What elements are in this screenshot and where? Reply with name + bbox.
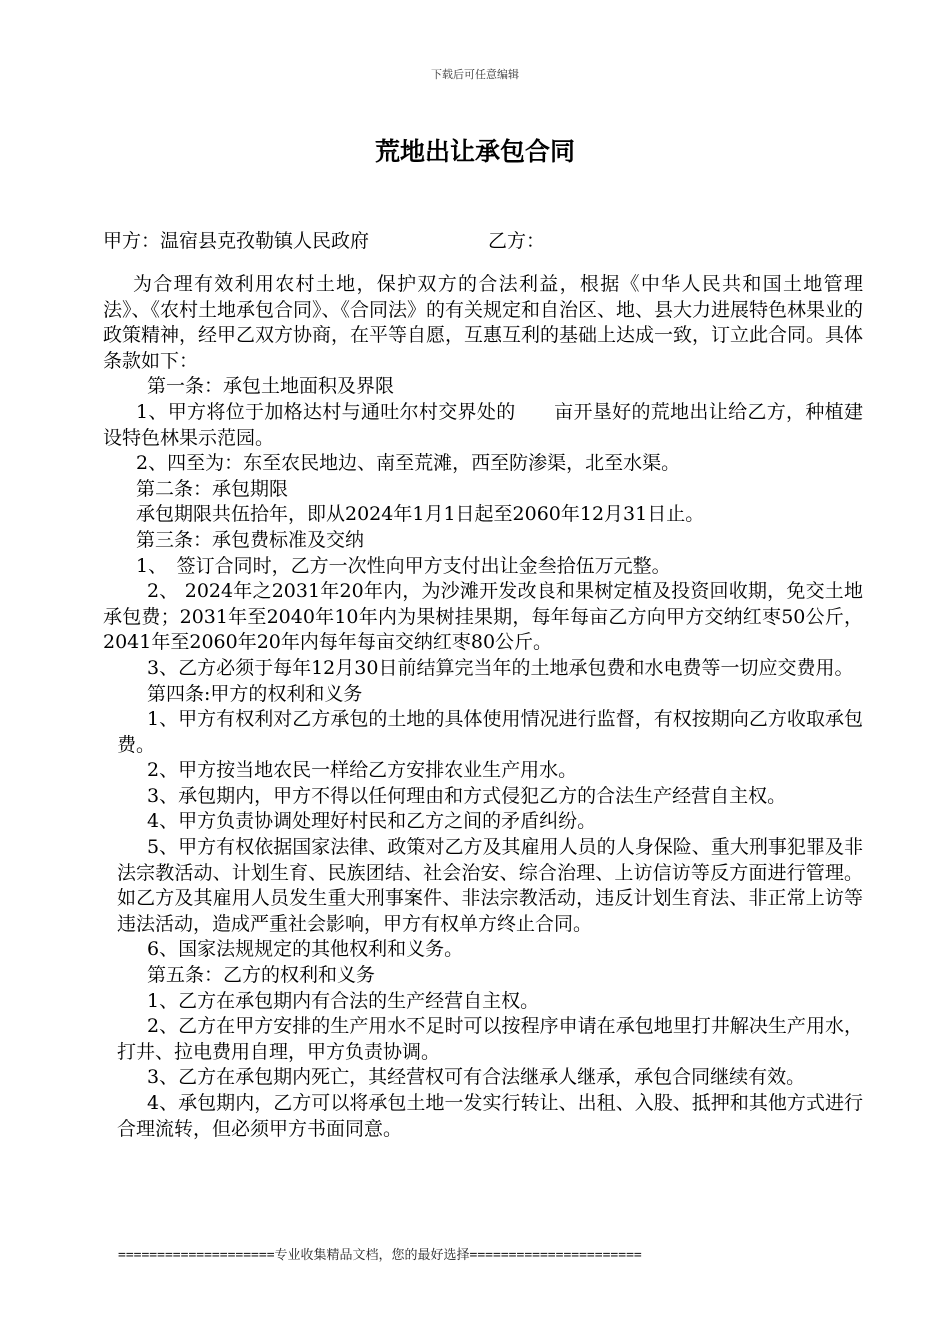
article-1-title: 第一条：承包土地面积及界限 bbox=[147, 375, 395, 398]
article-1-clause-2: 2、四至为：东至农民地边、南至荒滩，西至防渗渠，北至水渠。 bbox=[136, 452, 681, 475]
article-4-clause-2: 2、甲方按当地农民一样给乙方安排农业生产用水。 bbox=[147, 759, 578, 782]
article-3-clause-1: 1、 签订合同时，乙方一次性向甲方支付出让金叁拾伍万元整。 bbox=[136, 554, 671, 577]
footer-banner: ====================专业收集精品文档，您的最好选择====================== bbox=[118, 1248, 642, 1263]
article-4-clause-3: 3、承包期内，甲方不得以任何理由和方式侵犯乙方的合法生产经营自主权。 bbox=[147, 784, 787, 807]
article-4-clause-4: 4、甲方负责协调处理好村民和乙方之间的矛盾纠纷。 bbox=[147, 810, 597, 833]
article-3-clause-3: 3、乙方必须于每年12月30日前结算完当年的土地承包费和水电费等一切应交费用。 bbox=[147, 656, 854, 679]
intro-paragraph: 为合理有效利用农村土地，保护双方的合法利益，根据《中华人民共和国土地管理法》、《农村土地承包合同》、《合同法》的有关规定和自治区、地、县大力进展特色林果业的政策精神，经甲乙双方协商，在平等自愿，互惠互利的基础上达成一致，订立此合同。具体条款如下： bbox=[103, 273, 864, 372]
contract-body bbox=[103, 272, 863, 1142]
article-5-clause-2: 2、乙方在甲方安排的生产用水不足时可以按程序申请在承包地里打井解决生产用水，打井、拉电费用自理，甲方负责协调。 bbox=[117, 1015, 863, 1063]
header-note: 下载后可任意编辑 bbox=[431, 68, 519, 81]
article-5-clause-4: 4、承包期内，乙方可以将承包土地一发实行转让、出租、入股、抵押和其他方式进行合理流转，但必须甲方书面同意。 bbox=[117, 1092, 863, 1140]
article-5-clause-3: 3、乙方在承包期内死亡，其经营权可有合法继承人继承，承包合同继续有效。 bbox=[147, 1066, 806, 1089]
article-3-title: 第三条：承包费标准及交纳 bbox=[136, 528, 365, 551]
article-2-title: 第二条：承包期限 bbox=[136, 477, 289, 500]
party-b: 乙方： bbox=[488, 230, 546, 252]
article-4-clause-6: 6、国家法规规定的其他权利和义务。 bbox=[147, 938, 464, 961]
document-title: 荒地出让承包合同 bbox=[374, 137, 575, 166]
article-5-title: 第五条：乙方的权利和义务 bbox=[147, 964, 376, 987]
party-a: 甲方：温宿县克孜勒镇人民政府 bbox=[103, 230, 370, 252]
article-4-title: 第四条:甲方的权利和义务 bbox=[147, 682, 363, 705]
article-4-clause-5: 5、甲方有权依据国家法律、政策对乙方及其雇用人员的人身保险、重大刑事犯罪及非法宗教活动、计划生育、民族团结、社会治安、综合治理、上访信访等反方面进行管理。如乙方及其雇用人员发生重大刑事案件、非法宗教活动，违反计划生育法、非正常上访等违法活动，造成严重社会影响，甲方有权单方终止合同。 bbox=[117, 836, 863, 935]
article-4-clause-1: 1、甲方有权利对乙方承包的土地的具体使用情况进行监督，有权按期向乙方收取承包费。 bbox=[117, 708, 863, 756]
article-2-clause-1: 承包期限共伍拾年，即从2024年1月1日起至2060年12月31日止。 bbox=[136, 503, 705, 526]
article-1-clause-1: 1、甲方将位于加格达村与通吐尔村交界处的 亩开垦好的荒地出让给乙方，种植建设特色林果示范园。 bbox=[103, 400, 863, 449]
article-5-clause-1: 1、乙方在承包期内有合法的生产经营自主权。 bbox=[147, 989, 540, 1012]
article-3-clause-2: 2、 2024年之2031年20年内，为沙滩开发改良和果树定植及投资回收期，免交土地承包费；2031年至2040年10年内为果树挂果期，每年每亩乙方向甲方交纳红枣50公斤，2041年至2060年20年内每年每亩交纳红枣80公斤。 bbox=[103, 580, 863, 654]
